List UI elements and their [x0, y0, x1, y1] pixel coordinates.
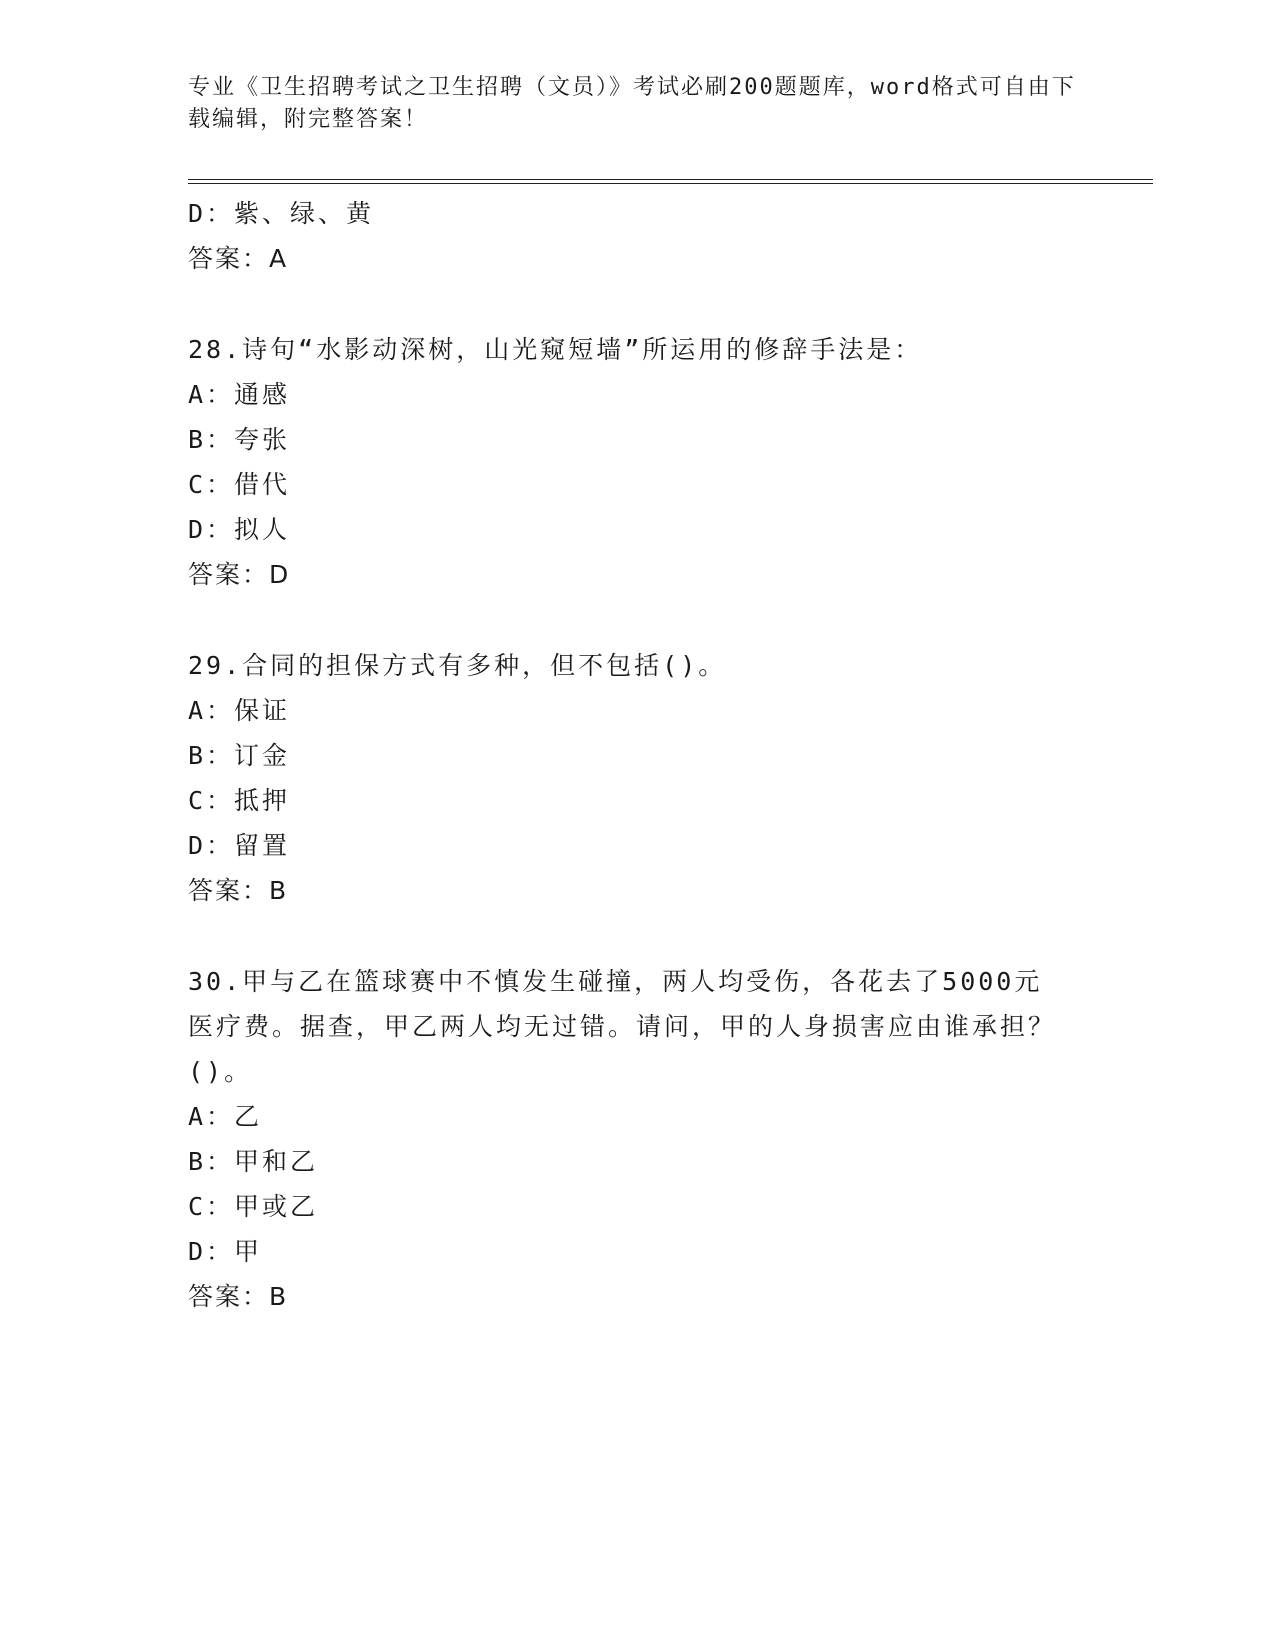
- header-divider-bottom: [188, 183, 1153, 184]
- question-text: 29.合同的担保方式有多种，但不包括()。: [188, 651, 727, 680]
- option-d: D：甲: [188, 1237, 263, 1266]
- option-a: A：保证: [188, 696, 291, 725]
- option-b: B：甲和乙: [188, 1147, 319, 1176]
- answer-line: 答案：B: [188, 876, 289, 905]
- option-d: D：拟人: [188, 515, 291, 544]
- option-c: C：借代: [188, 470, 291, 499]
- option-a: A：乙: [188, 1102, 263, 1131]
- spacer: [188, 281, 1088, 327]
- option-b: B：夸张: [188, 425, 291, 454]
- spacer: [188, 597, 1088, 643]
- option-b: B：订金: [188, 741, 291, 770]
- answer-line: 答案：B: [188, 1282, 289, 1311]
- question-list: [188, 191, 1088, 1319]
- option-c: C：抵押: [188, 786, 291, 815]
- option-c: C：甲或乙: [188, 1192, 319, 1221]
- question-text: 30.甲与乙在篮球赛中不慎发生碰撞，两人均受伤，各花去了5000元医疗费。据查，甲乙两人均无过错。请问，甲的人身损害应由谁承担？()。: [188, 967, 1057, 1086]
- header-divider-top: [188, 179, 1153, 180]
- document-header: 专业《卫生招聘考试之卫生招聘（文员）》考试必刷200题题库，word格式可自由下载编辑，附完整答案！: [188, 75, 1076, 132]
- spacer: [188, 913, 1088, 959]
- question-text: 28.诗句“水影动深树，山光窥短墙”所运用的修辞手法是：: [188, 335, 923, 364]
- answer-line: 答案：D: [188, 560, 291, 589]
- option-d: D：留置: [188, 831, 291, 860]
- option-a: A：通感: [188, 380, 291, 409]
- option-d: D：紫、绿、黄: [188, 199, 375, 228]
- answer-line: 答案：A: [188, 244, 289, 273]
